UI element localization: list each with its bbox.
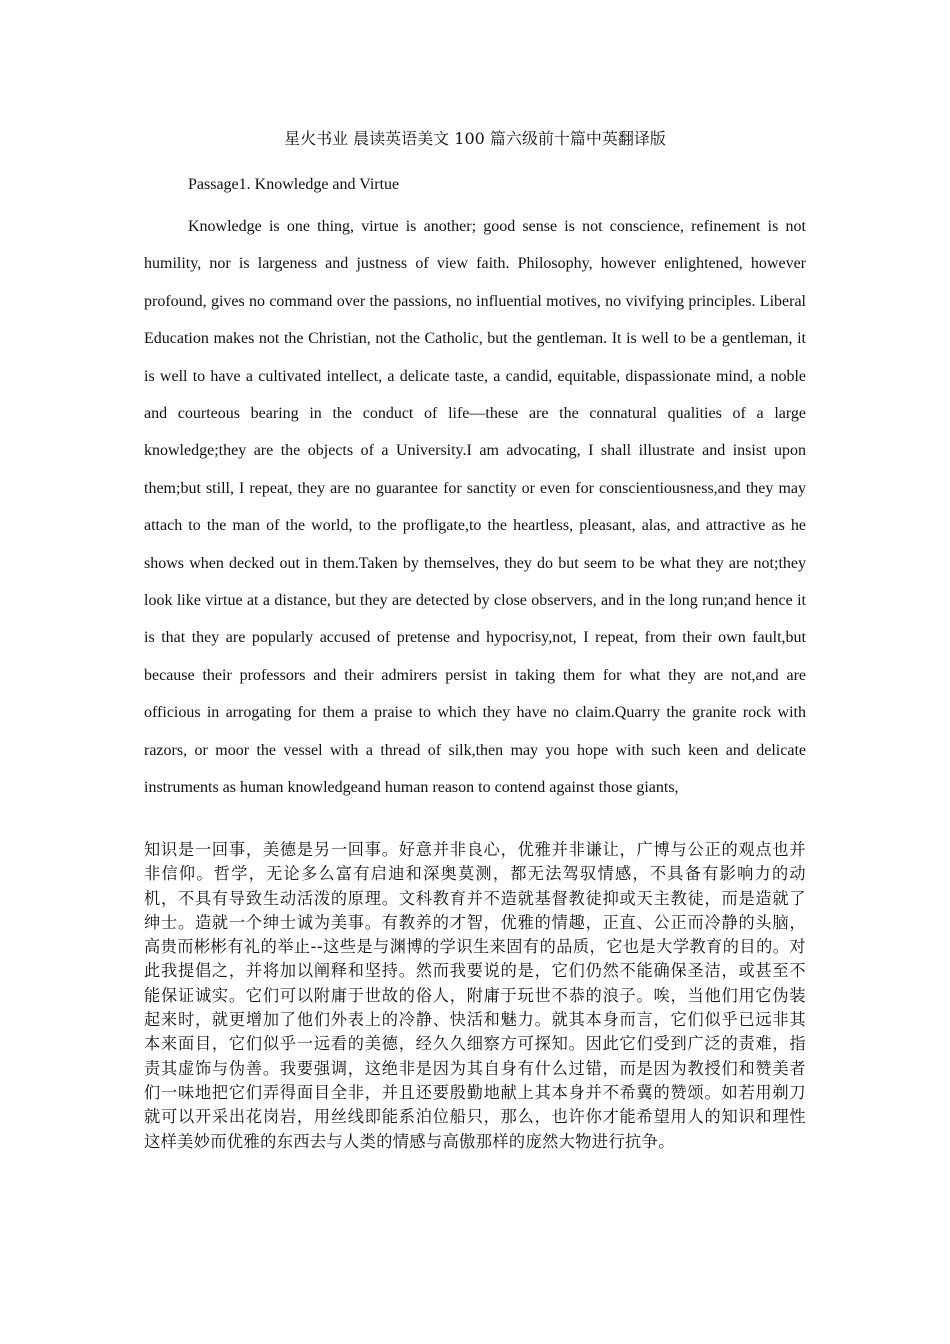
document-title: 星火书业 晨读英语美文 100 篇六级前十篇中英翻译版 <box>284 129 666 148</box>
english-paragraph: Knowledge is one thing, virtue is another; good sense is not conscience, refinement is not humility, nor is largeness and justness of view faith. Philosophy, however enlightened, however profound, gives no command over the passions, no influential motives, no vivifying principles. Liberal Education makes not the Christian, not the Catholic, but the gentleman. It is well to be a gentleman, it is well to have a cultivated intellect, a delicate taste, a candid, equitable, dispassionate mind, a noble and courteous bearing in the conduct of life—these are the connatural qualities of a large knowledge;they are the objects of a University.I am advocating, I shall illustrate and insist upon them;but still, I repeat, they are no guarantee for sanctity or even for conscientiousness,and they may attach to the man of the world, to the profligate,to the heartless, pleasant, alas, and attractive as he shows when decked out in them.Taken by themselves, they do but seem to be what they are not;they look like virtue at a distance, but they are detected by close observers, and in the long run;and hence it is that they are popularly accused of pretense and hypocrisy,not, I repeat, from their own fault,but because their professors and their admirers persist in taking them for what they are not,and are officious in arrogating for them a praise to which they have no claim.Quarry the granite rock with razors, or moor the vessel with a thread of silk,then may you hope with such keen and delicate instruments as human knowledgeand human reason to contend against those giants, <box>144 218 806 797</box>
passage-heading: Passage1. Knowledge and Virtue <box>188 176 400 193</box>
chinese-translation-paragraph: 知识是一回事，美德是另一回事。好意并非良心，优雅并非谦让，广博与公正的观点也并非信仰。哲学，无论多么富有启迪和深奥莫测，都无法驾驭情感，不具备有影响力的动机，不具有导致生动活泼的原理。文科教育并不造就基督教徒抑或天主教徒，而是造就了绅士。造就一个绅士诚为美事。有教养的才智，优雅的情趣，正直、公正而冷静的头脑，高贵而彬彬有礼的举止--这些是与渊博的学识生来固有的品质，它也是大学教育的目的。对此我提倡之，并将加以阐释和坚持。然而我要说的是，它们仍然不能确保圣洁，或甚至不能保证诚实。它们可以附庸于世故的俗人，附庸于玩世不恭的浪子。唉，当他们用它伪装起来时，就更增加了他们外表上的冷静、快活和魅力。就其本身而言，它们似乎已远非其本来面目，它们似乎一远看的美德，经久久细察方可探知。因此它们受到广泛的责难，指责其虚饰与伪善。我要强调，这绝非是因为其自身有什么过错，而是因为教授们和赞美者们一味地把它们弄得面目全非，并且还要殷勤地献上其本身并不希冀的赞颂。如若用剃刀就可以开采出花岗岩，用丝线即能系泊位船只，那么，也许你才能希望用人的知识和理性这样美妙而优雅的东西去与人类的情感与高傲那样的庞然大物进行抗争。 <box>144 840 806 1151</box>
